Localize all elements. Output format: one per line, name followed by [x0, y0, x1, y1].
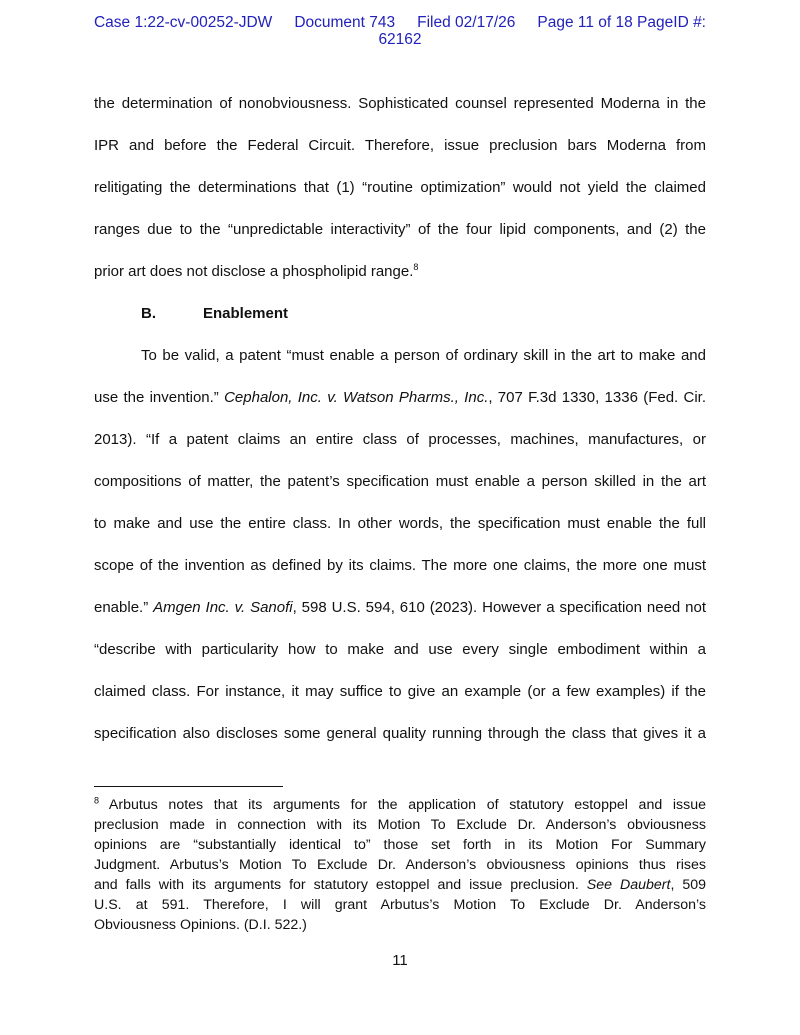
- page-id: 62162: [378, 31, 422, 48]
- footnote-line: preclusion made in connection with its Motion To Exclude Dr. Anderson’s obviousness: [94, 817, 706, 833]
- footnote-line: opinions are “substantially identical to” those set forth in its Motion For Summary: [94, 837, 706, 853]
- footnote-line: Obviousness Opinions. (D.I. 522.): [94, 917, 307, 933]
- paragraph-line: 2013). “If a patent claims an entire class of processes, machines, manufactures, or: [94, 431, 706, 448]
- footnote-line: [94, 795, 706, 815]
- section-heading: [141, 304, 288, 324]
- footnote-separator: [94, 786, 283, 787]
- paragraph-line: ranges due to the “unpredictable interactivity” of the four lipid components, and (2) the: [94, 221, 706, 238]
- paragraph-text: use the invention.”: [94, 389, 225, 406]
- footnote-line: Judgment. Arbutus’s Motion To Exclude Dr. Anderson’s obviousness opinions thus rises: [94, 857, 706, 873]
- case-number: Case 1:22-cv-00252-JDW: [93, 14, 273, 31]
- ecf-header-line-1: [0, 14, 800, 31]
- paragraph-line: [94, 262, 706, 282]
- document-number: Document 743: [294, 14, 396, 31]
- footnote-number: 8: [94, 795, 100, 806]
- paragraph-line: [94, 598, 706, 618]
- paragraph-line: specification also discloses some general quality running through the class that gives it a: [94, 725, 706, 742]
- paragraph-line: claimed class. For instance, it may suffice to give an example (or a few examples) if the: [94, 683, 706, 700]
- paragraph-line: scope of the invention as defined by its claims. The more one claims, the more one must: [94, 557, 706, 574]
- footnote-text: and falls with its arguments for statutory estoppel and issue preclusion.: [94, 877, 587, 893]
- paragraph-line: compositions of matter, the patent’s specification must enable a person skilled in the art: [94, 473, 706, 490]
- paragraph-line: IPR and before the Federal Circuit. Therefore, issue preclusion bars Moderna from: [94, 137, 706, 154]
- section-letter: B.: [141, 305, 156, 322]
- paragraph-text: enable.”: [94, 599, 154, 616]
- paragraph-line: to make and use the entire class. In other words, the specification must enable the full: [94, 515, 706, 532]
- ecf-header: [0, 14, 800, 48]
- paragraph-line: [94, 388, 706, 408]
- paragraph-text: , 707 F.3d 1330, 1336 (Fed. Cir.: [488, 389, 706, 406]
- case-citation: Cephalon, Inc. v. Watson Pharms., Inc.: [224, 389, 489, 406]
- page-number: 11: [392, 952, 408, 969]
- case-citation: See Daubert: [586, 877, 671, 893]
- paragraph-line: “describe with particularity how to make and use every single embodiment within a: [94, 641, 706, 658]
- page-info: Page 11 of 18 PageID #:: [537, 14, 706, 31]
- footnote-text: Arbutus notes that its arguments for the application of statutory estoppel and issue: [99, 797, 706, 813]
- paragraph-line: relitigating the determinations that (1) “routine optimization” would not yield the claimed: [94, 179, 706, 196]
- paragraph-text: prior art does not disclose a phospholipid range.: [94, 263, 414, 280]
- paragraph-text: , 598 U.S. 594, 610 (2023). However a specification need not: [292, 599, 707, 616]
- footnote-line: [94, 875, 706, 895]
- footnote-text: , 509: [670, 877, 706, 893]
- filed-date: Filed 02/17/26: [417, 14, 516, 31]
- footnote-line: U.S. at 591. Therefore, I will grant Arbutus’s Motion To Exclude Dr. Anderson’s: [94, 897, 706, 913]
- footnote-reference[interactable]: 8: [413, 262, 419, 272]
- paragraph-line: To be valid, a patent “must enable a person of ordinary skill in the art to make and: [141, 347, 706, 364]
- section-title: Enablement: [203, 305, 289, 322]
- case-citation: Amgen Inc. v. Sanofi: [153, 599, 293, 616]
- paragraph-line: the determination of nonobviousness. Sophisticated counsel represented Moderna in the: [94, 95, 706, 112]
